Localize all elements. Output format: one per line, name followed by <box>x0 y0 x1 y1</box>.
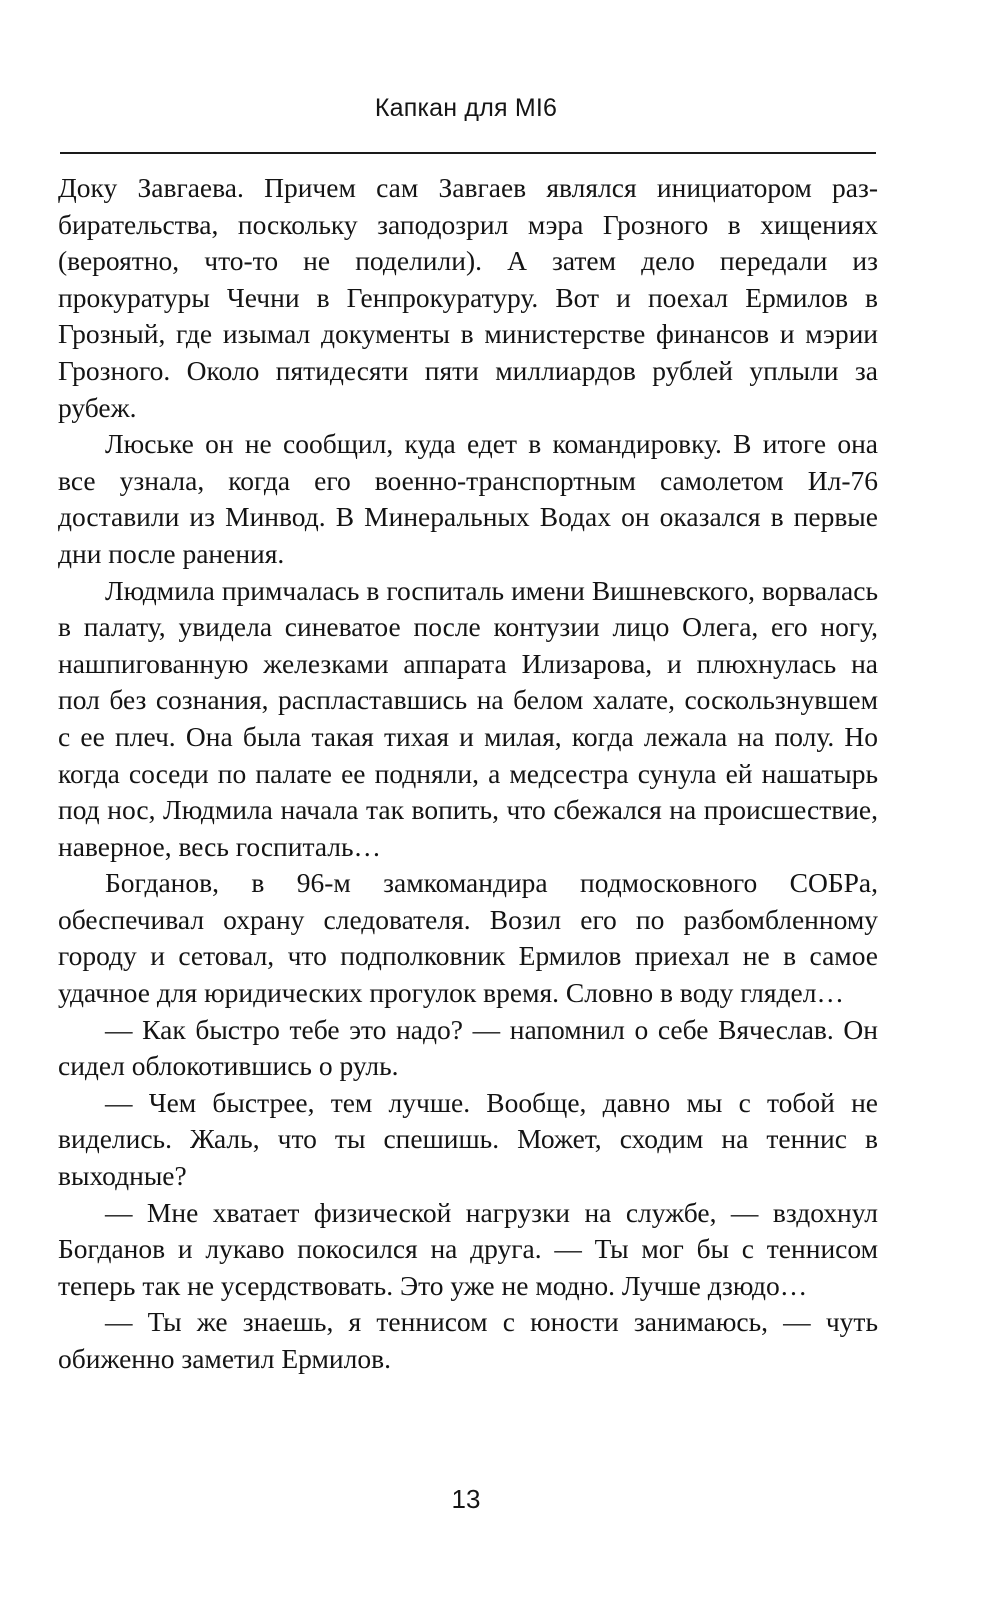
dialogue-paragraph: — Мне хватает физической нагрузки на службе, — вздохнул Богданов и лукаво покосился на друга. — Ты мог бы с теннисом теперь так не усердствовать. Это уже не модно. Лучше дзюдо… <box>58 1196 878 1301</box>
paragraph: Богданов, в 96-м замкомандира подмосковного СОБРа, обеспечивал охрану следователя. Возил его по разбомбленному городу и сетовал, что подполковник Ермилов приехал не в самое удачное для юридических прогулок время. Словно в воду глядел… <box>58 867 878 1009</box>
dialogue-paragraph: — Чем быстрее, тем лучше. Вообще, давно мы с тобой не виделись. Жаль, что ты спешишь. Может, сходим на теннис в выходные? <box>58 1086 878 1192</box>
page-number: 13 <box>451 1484 481 1514</box>
paragraph: Доку Завгаева. Причем сам Завгаев являлся инициатором разбирательства, поскольку заподозрил мэра Грозного в хищениях (вероятно, что-то не поделили). А затем дело передали из прокуратуры Чечни в Генпрокуратуру. Вот и поехал Ермилов в Грозный, где изымал документы в министерстве финансов и мэрии Грозного. Около пятидесяти пяти миллиардов рублей уплыли за рубеж. <box>58 172 878 423</box>
dialogue-paragraph: — Ты же знаешь, я теннисом с юности занимаюсь, — чуть обиженно заметил Ермилов. <box>58 1306 878 1374</box>
paragraph: Люське он не сообщил, куда едет в командировку. В итоге она все узнала, когда его военно-транспортным самолетом Ил-76 доставили из Минвод. В Минеральных Водах он оказался в первые дни после ранения. <box>58 428 878 569</box>
header-rule <box>60 152 876 154</box>
paragraph: Людмила примчалась в госпиталь имени Вишневского, ворвалась в палату, увидела синеватое после контузии лицо Олега, его ногу, нашпигованную железками аппарата Илизарова, и плюхнулась на пол без сознания, распластавшись на белом халате, соскользнувшем с ее плеч. Она была такая тихая и милая, когда лежала на полу. Но когда соседи по палате ее подняли, а медсестра сунула ей нашатырь под нос, Людмила начала так вопить, что сбежался на происшествие, наверное, весь госпиталь… <box>58 574 878 862</box>
dialogue-paragraph: — Как быстро тебе это надо? — напомнил о себе Вячеслав. Он сидел облокотившись о руль. <box>58 1013 878 1082</box>
running-head-title: Капкан для МI6 <box>374 94 558 122</box>
body-text <box>58 170 878 1378</box>
